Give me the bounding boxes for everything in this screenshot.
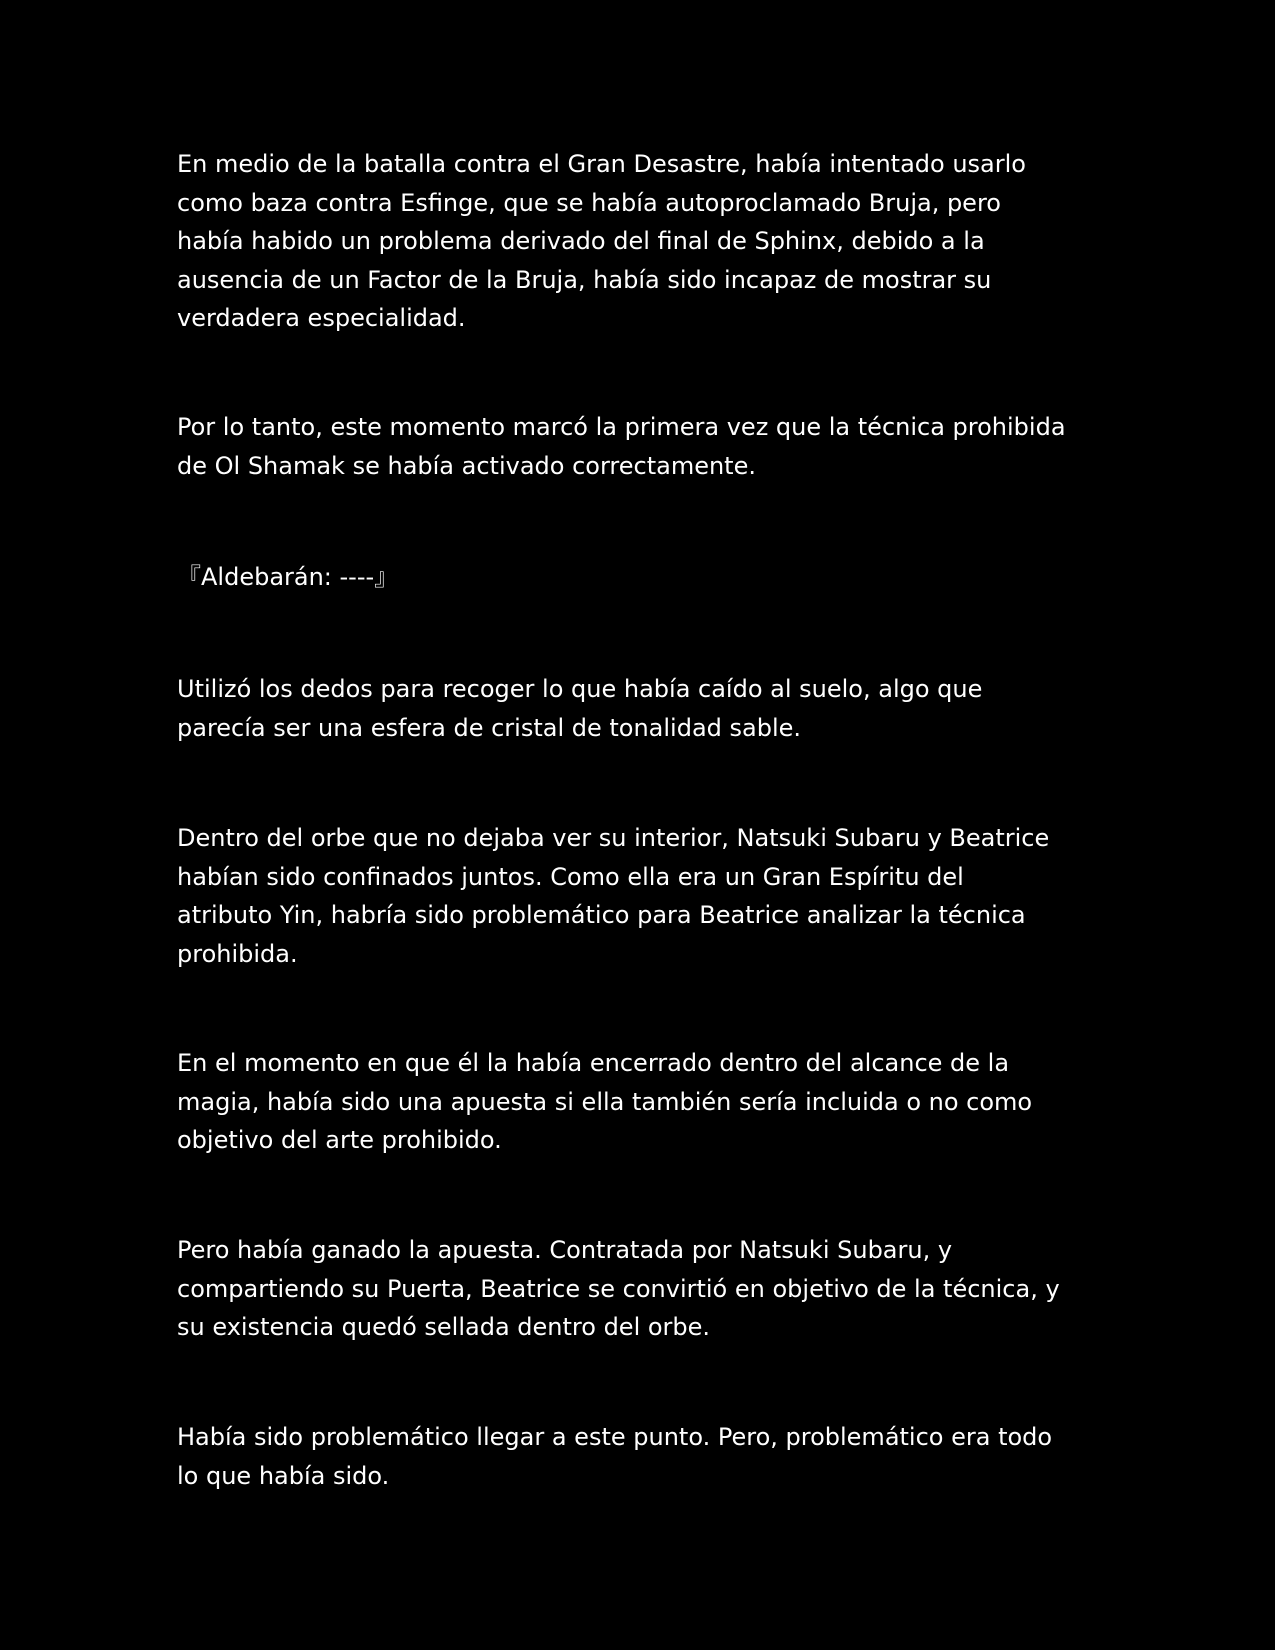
paragraph-line: había habido un problema derivado del final de Sphinx, debido a la	[177, 227, 985, 255]
dialogue-line-aldebaran	[177, 558, 398, 597]
paragraph-line: su existencia quedó sellada dentro del orbe.	[177, 1313, 711, 1341]
paragraph-line: 『Aldebarán: ----』	[177, 563, 399, 591]
paragraph-line: Pero había ganado la apuesta. Contratada por Natsuki Subaru, y	[177, 1236, 953, 1264]
paragraph-line: compartiendo su Puerta, Beatrice se convirtió en objetivo de la técnica, y	[177, 1274, 1060, 1303]
paragraph-line: prohibida.	[177, 939, 298, 968]
paragraph-line: parecía ser una esfera de cristal de tonalidad sable.	[177, 713, 802, 742]
paragraph-4	[177, 670, 982, 747]
paragraph-line: Dentro del orbe que no dejaba ver su interior, Natsuki Subaru y Beatrice	[177, 824, 1050, 852]
paragraph-1	[177, 145, 1026, 338]
paragraph-line: atributo Yin, habría sido problemático para Beatrice analizar la técnica	[177, 901, 1026, 929]
paragraph-line: objetivo del arte prohibido.	[177, 1126, 502, 1154]
paragraph-line: como baza contra Esfinge, que se había autoproclamado Bruja, pero	[177, 188, 1001, 217]
paragraph-8	[177, 1418, 1052, 1495]
paragraph-2	[177, 408, 1066, 485]
paragraph-line: lo que había sido.	[177, 1461, 390, 1490]
paragraph-line: En el momento en que él la había encerrado dentro del alcance de la	[177, 1049, 1010, 1077]
paragraph-line: ausencia de un Factor de la Bruja, había sido incapaz de mostrar su	[177, 265, 992, 294]
paragraph-line: En medio de la batalla contra el Gran Desastre, había intentado usarlo	[177, 150, 1026, 178]
paragraph-5	[177, 819, 1049, 973]
paragraph-line: magia, había sido una apuesta si ella también sería incluida o no como	[177, 1087, 1033, 1116]
paragraph-line: Utilizó los dedos para recoger lo que había caído al suelo, algo que	[177, 675, 983, 703]
paragraph-6	[177, 1044, 1032, 1160]
paragraph-line: habían sido confinados juntos. Como ella era un Gran Espíritu del	[177, 862, 964, 891]
paragraph-line: verdadera especialidad.	[177, 304, 466, 332]
paragraph-line: Había sido problemático llegar a este punto. Pero, problemático era todo	[177, 1423, 1053, 1451]
paragraph-line: Por lo tanto, este momento marcó la primera vez que la técnica prohibida	[177, 413, 1066, 441]
paragraph-7	[177, 1231, 1060, 1347]
paragraph-line: de Ol Shamak se había activado correctamente.	[177, 451, 756, 480]
